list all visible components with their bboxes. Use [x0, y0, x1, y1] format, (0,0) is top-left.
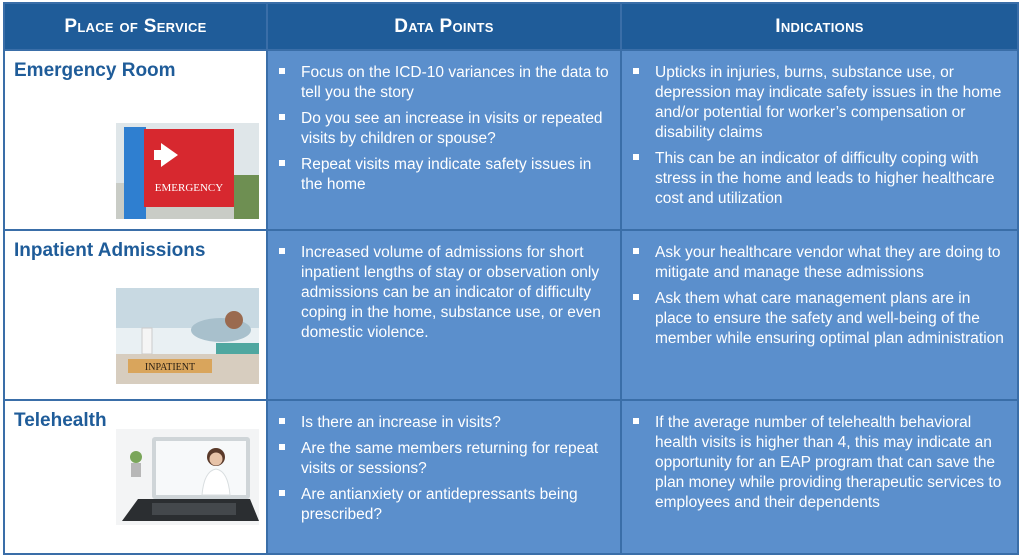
- data-points-cell-inpatient-admissions: [268, 231, 620, 399]
- bullet-icon: [279, 68, 285, 74]
- list-item: Ask them what care management plans are in place to ensure the safety and well-being of the member while ensuring optimal plan administration: [631, 289, 1009, 349]
- emergency-sign-image: [116, 123, 259, 219]
- list-item: Increased volume of admissions for short inpatient lengths of stay or observation only admissions can be an indicator of difficulty coping in the home, substance use, or even domestic violence.: [277, 243, 612, 343]
- service-title: Inpatient Admissions: [14, 240, 206, 261]
- list-item: If the average number of telehealth behavioral health visits is higher than 4, this may indicate an opportunity for an EAP program that can save the plan money while providing therapeutic services to employees and their dependents: [631, 413, 1009, 513]
- bullet-icon: [633, 418, 639, 424]
- list-item: Upticks in injuries, burns, substance use, or depression may indicate safety issues in the home and/or potential for worker’s compensation or disability claims: [631, 63, 1009, 143]
- service-cell-inpatient-admissions: [5, 231, 266, 399]
- service-cell-emergency-room: [5, 51, 266, 229]
- bullet-icon: [279, 444, 285, 450]
- data-points-cell-emergency-room: [268, 51, 620, 229]
- header-data-points: Data Points: [268, 4, 620, 49]
- bullet-icon: [279, 490, 285, 496]
- list-item: Do you see an increase in visits or repeated visits by children or spouse?: [277, 109, 612, 149]
- bullet-icon: [279, 418, 285, 424]
- inpatient-image: [116, 288, 259, 384]
- sign-text: INPATIENT: [144, 362, 196, 373]
- service-title: Emergency Room: [14, 60, 176, 81]
- bullet-icon: [633, 294, 639, 300]
- bullet-icon: [279, 248, 285, 254]
- data-points-cell-telehealth: [268, 401, 620, 553]
- service-cell-telehealth: [5, 401, 266, 553]
- list-item: Focus on the ICD-10 variances in the data to tell you the story: [277, 63, 612, 103]
- list-item: Are antianxiety or antidepressants being prescribed?: [277, 485, 612, 525]
- header-indications: Indications: [622, 4, 1017, 49]
- list-item: This can be an indicator of difficulty coping with stress in the home and leads to higher healthcare cost and utilization: [631, 149, 1009, 209]
- list-item: Are the same members returning for repeat visits or sessions?: [277, 439, 612, 479]
- indications-cell-inpatient-admissions: [622, 231, 1017, 399]
- header-place-of-service: Place of Service: [5, 4, 266, 49]
- list-item: Is there an increase in visits?: [277, 413, 612, 433]
- bullet-icon: [633, 154, 639, 160]
- indications-cell-telehealth: [622, 401, 1017, 553]
- bullet-icon: [633, 68, 639, 74]
- sign-text: EMERGENCY: [154, 182, 224, 194]
- service-table: [3, 2, 1019, 555]
- telehealth-laptop-image: [116, 429, 259, 525]
- list-item: Ask your healthcare vendor what they are doing to mitigate and manage these admissions: [631, 243, 1009, 283]
- bullet-icon: [633, 248, 639, 254]
- bullet-icon: [279, 114, 285, 120]
- list-item: Repeat visits may indicate safety issues in the home: [277, 155, 612, 195]
- service-title: Telehealth: [14, 410, 107, 431]
- indications-cell-emergency-room: [622, 51, 1017, 229]
- bullet-icon: [279, 160, 285, 166]
